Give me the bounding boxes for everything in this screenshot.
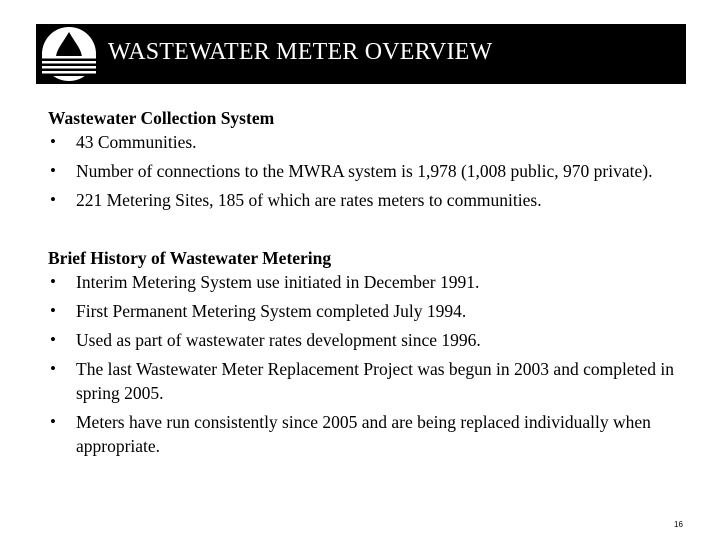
list-item xyxy=(48,159,688,183)
bullet-text: Meters have run consistently since 2005 and are being replaced individually when appropriate. xyxy=(76,412,651,456)
bullet-text: The last Wastewater Meter Replacement Project was begun in 2003 and completed in spring 2005. xyxy=(76,359,674,403)
bullet-icon: • xyxy=(50,359,56,378)
bullet-icon: • xyxy=(50,330,56,349)
collection-system-bullet-list xyxy=(48,130,688,212)
bullet-icon: • xyxy=(50,272,56,291)
section-spacer xyxy=(48,217,688,246)
list-item xyxy=(48,328,688,352)
list-item xyxy=(48,299,688,323)
list-item xyxy=(48,357,688,405)
bullet-icon: • xyxy=(50,412,56,431)
section-heading-metering-history: Brief History of Wastewater Metering xyxy=(48,248,332,268)
water-drop-logo-icon xyxy=(38,26,100,82)
list-item xyxy=(48,270,688,294)
list-item xyxy=(48,130,688,154)
bullet-icon: • xyxy=(50,132,56,151)
bullet-icon: • xyxy=(50,161,56,180)
bullet-text: Interim Metering System use initiated in December 1991. xyxy=(76,272,480,292)
slide-content xyxy=(48,106,688,463)
bullet-text: Number of connections to the MWRA system is 1,978 (1,008 public, 970 private). xyxy=(76,161,653,181)
bullet-text: 43 Communities. xyxy=(76,132,197,152)
bullet-text: First Permanent Metering System completed July 1994. xyxy=(76,301,467,321)
list-item xyxy=(48,410,688,458)
section-heading-collection-system: Wastewater Collection System xyxy=(48,108,275,128)
bullet-icon: • xyxy=(50,190,56,209)
header-bar xyxy=(36,24,686,84)
metering-history-bullet-list xyxy=(48,270,688,458)
slide-title: WASTEWATER METER OVERVIEW xyxy=(108,39,493,65)
list-item xyxy=(48,188,688,212)
bullet-text: 221 Metering Sites, 185 of which are rates meters to communities. xyxy=(76,190,542,210)
bullet-icon: • xyxy=(50,301,56,320)
page-number: 16 xyxy=(674,520,683,529)
bullet-text: Used as part of wastewater rates development since 1996. xyxy=(76,330,481,350)
